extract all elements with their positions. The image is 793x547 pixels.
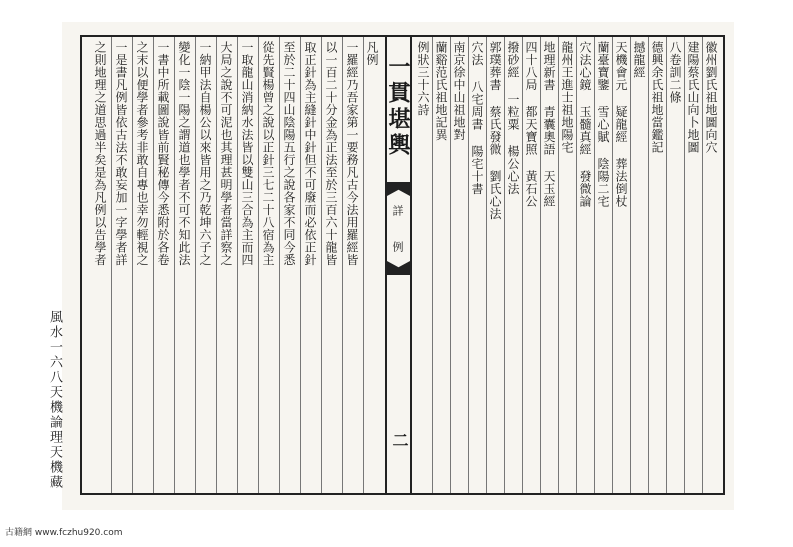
text-column: 變化一陰一陽之謂道也學者不可不知此法: [177, 41, 191, 266]
text-column: 凡例: [365, 41, 379, 66]
text-column: 蘭臺寶鑒 雪心賦 陰陽二宅: [596, 41, 610, 208]
column-rule: [111, 37, 112, 493]
column-rule: [153, 37, 154, 493]
column-rule: [612, 37, 613, 493]
text-column: 至於二十四山陰陽五行之說各家不同今悉: [282, 41, 296, 266]
text-column: 徽州劉氏祖地圖向穴: [704, 41, 718, 154]
text-column: 建陽蔡氏山向卜地圖: [686, 41, 700, 154]
page-number: 二: [390, 432, 409, 448]
text-column: 大局之說不可泥也其理甚明學者當詳察之: [219, 41, 233, 266]
text-column: 郭璞葬書 蔡氏發微 劉氏心法: [488, 41, 502, 220]
book-title: 一貫堪輿: [385, 55, 411, 159]
text-column: 地理新書 青囊奧語 天玉經: [542, 41, 556, 208]
fishtail-mark: [387, 261, 410, 275]
text-column: 穴法心鏡 玉髓真經 發微論: [578, 41, 592, 208]
column-rule: [132, 37, 133, 493]
text-column: 之末以便學者參考非敢自專也幸勿輕視之: [135, 41, 149, 266]
right-text-panel: [412, 37, 723, 493]
text-column: 撥砂經 一粒粟 楊公心法: [506, 41, 520, 195]
text-column: 龍州王進士祖地陽宅: [560, 41, 574, 154]
column-rule: [684, 37, 685, 493]
column-rule: [450, 37, 451, 493]
column-rule: [540, 37, 541, 493]
text-column: 八卷訓二條: [668, 41, 682, 104]
section-label: 詳 例: [391, 205, 404, 258]
column-rule: [576, 37, 577, 493]
column-rule: [300, 37, 301, 493]
text-column: 天機會元 疑龍經 葬法倒杖: [614, 41, 628, 208]
column-rule: [258, 37, 259, 493]
column-rule: [504, 37, 505, 493]
column-rule: [432, 37, 433, 493]
column-rule: [279, 37, 280, 493]
text-column: 從先賢楊曾之說以正針三七二十八宿為主: [261, 41, 275, 266]
column-rule: [363, 37, 364, 493]
text-column: 例狀三十六詩: [416, 41, 430, 116]
fishtail-mark: [387, 182, 410, 196]
column-rule: [195, 37, 196, 493]
text-column: 一書中所載圖說皆前賢秘傳今悉附於各卷: [156, 41, 170, 266]
column-rule: [702, 37, 703, 493]
text-column: 撼龍經: [632, 41, 646, 79]
text-column: 一納甲法自楊公以來皆用之乃乾坤六子之: [198, 41, 212, 266]
text-column: 德興余氏祖地當鑑記: [650, 41, 664, 154]
column-rule: [648, 37, 649, 493]
left-text-panel: [82, 37, 385, 493]
text-column: 一是書凡例皆依古法不敢妄加一字學者詳: [114, 41, 128, 266]
page-spine: [385, 37, 412, 493]
column-rule: [468, 37, 469, 493]
text-column: 四十八局 都天寶照 黃石公: [524, 41, 538, 208]
column-rule: [630, 37, 631, 493]
watermark-footer: 古籍網 www.fczhu920.com: [5, 528, 123, 538]
column-rule: [558, 37, 559, 493]
text-column: 一羅經乃吾家第一要務凡古今法用羅經皆: [345, 41, 359, 266]
column-rule: [666, 37, 667, 493]
column-rule: [216, 37, 217, 493]
column-rule: [594, 37, 595, 493]
column-rule: [522, 37, 523, 493]
text-column: 取正針為主縫針中針但不可廢而必依正針: [303, 41, 317, 266]
text-column: 南京徐中山祖地對: [452, 41, 466, 141]
column-rule: [237, 37, 238, 493]
text-column: 穴法 八宅周書 陽宅十書: [470, 41, 484, 195]
text-column: 蘭谿范氏祖地記異: [434, 41, 448, 141]
column-rule: [342, 37, 343, 493]
column-rule: [174, 37, 175, 493]
text-column: 之則地理之道思過半矣是為凡例以告學者: [93, 41, 107, 266]
margin-note: 風水一六八天機論理天機藏: [47, 310, 62, 490]
text-column: 以一百二十分金為正法至於三百六十龍皆: [324, 41, 338, 266]
text-column: 一取龍山消納水法皆以雙山三合為主而四: [240, 41, 254, 266]
column-rule: [486, 37, 487, 493]
column-rule: [321, 37, 322, 493]
